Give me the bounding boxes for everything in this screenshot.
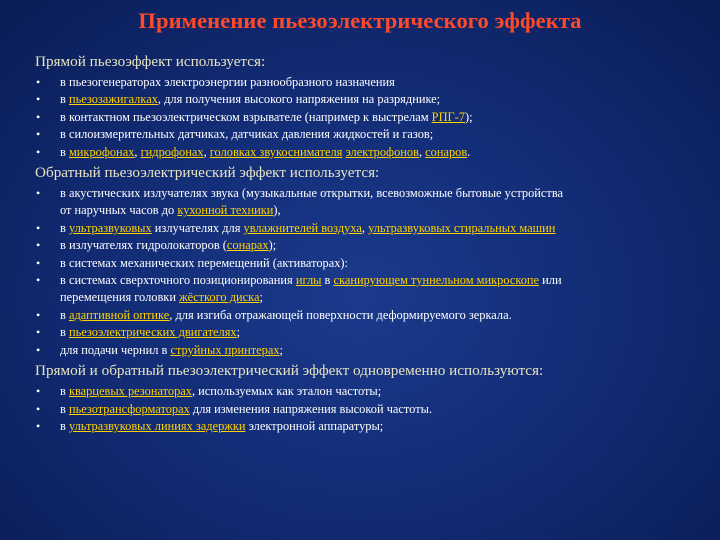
text-segment: в системах механических перемещений (активаторах): — [60, 255, 348, 270]
text-segment: , для изгиба отражающей поверхности деформируемого зеркала. — [169, 307, 512, 322]
list-item — [35, 324, 710, 341]
list-item — [35, 91, 710, 108]
hyperlink[interactable]: иглы — [295, 273, 322, 288]
hyperlink[interactable]: гидрофонах — [140, 144, 204, 159]
list-item-continuation — [35, 202, 710, 219]
text-segment: электронной аппаратуры; — [245, 418, 384, 433]
hyperlink[interactable]: кухонной техники — [177, 203, 274, 218]
text-segment: в — [60, 92, 69, 107]
text-segment: излучателях для — [151, 220, 244, 235]
text-segment: для подачи чернил в — [60, 342, 171, 357]
text-segment: ), — [273, 203, 281, 218]
text-segment: в — [60, 325, 69, 340]
text-segment: в — [60, 307, 69, 322]
hyperlink[interactable]: адаптивной оптике — [68, 307, 170, 322]
text-segment: или — [539, 273, 562, 288]
text-segment: , — [203, 144, 210, 159]
text-segment: в — [60, 220, 69, 235]
list-direct — [35, 74, 710, 161]
list-item — [35, 342, 710, 359]
text-segment: ; — [259, 290, 263, 305]
hyperlink[interactable]: пьезозажигалках — [68, 92, 158, 107]
hyperlink[interactable]: пьезотрансформаторах — [68, 401, 190, 416]
section-heading-direct: Прямой пьезоэффект используется: — [35, 53, 266, 70]
hyperlink[interactable]: электрофонов — [345, 144, 419, 159]
hyperlink[interactable]: сканирующем туннельном микроскопе — [333, 273, 540, 288]
section-heading-inverse: Обратный пьезоэлектрический эффект используется: — [35, 164, 380, 182]
text-segment: в системах сверхточного позиционирования — [60, 273, 296, 288]
hyperlink[interactable]: струйных принтерах — [170, 342, 280, 357]
text-segment: , используемых как эталон частоты; — [191, 384, 382, 399]
slide-title: Применение пьезоэлектрического эффекта — [138, 8, 582, 33]
text-segment: в акустических излучателях звука (музыкальные открытки, всевозможные бытовые устройства — [60, 186, 564, 201]
text-segment: в — [60, 384, 69, 399]
list-item — [35, 220, 710, 237]
hyperlink[interactable]: ультразвуковых стиральных машин — [368, 220, 556, 235]
text-segment: , — [134, 144, 141, 159]
text-segment: , — [418, 144, 426, 159]
hyperlink[interactable]: сонаров — [425, 144, 468, 159]
text-segment: в излучателях гидролокаторов ( — [60, 238, 227, 253]
hyperlink[interactable]: ультразвуковых — [68, 220, 152, 235]
text-segment: в — [60, 418, 69, 433]
section-heading-both: Прямой и обратный пьезоэлектрический эффект одновременно используются: — [35, 362, 544, 380]
text-segment: ); — [465, 109, 473, 124]
text-segment: перемещения головки — [60, 290, 180, 305]
list-item — [35, 237, 710, 254]
list-item — [35, 401, 710, 418]
hyperlink[interactable]: сонарах — [226, 238, 269, 253]
text-segment: , — [361, 220, 369, 235]
hyperlink[interactable]: микрофонах — [68, 144, 135, 159]
list-both — [35, 383, 710, 435]
hyperlink[interactable]: ультразвуковых линиях задержки — [68, 418, 246, 433]
list-inverse — [35, 185, 710, 359]
list-item-continuation — [35, 289, 710, 306]
text-segment: в — [60, 401, 69, 416]
list-item — [35, 418, 710, 435]
hyperlink[interactable]: головках звукоснимателя — [209, 144, 343, 159]
text-segment: в силоизмерительных датчиках, датчиках давления жидкостей и газов; — [60, 127, 434, 142]
hyperlink[interactable]: жёсткого диска — [179, 290, 260, 305]
text-segment: для изменения напряжения высокой частоты. — [189, 401, 433, 416]
text-segment: . — [467, 144, 471, 159]
text-segment: , для получения высокого напряжения на разряднике; — [157, 92, 441, 107]
text-segment: ); — [268, 238, 277, 253]
list-item — [35, 74, 710, 91]
slide-content — [35, 52, 710, 437]
list-item — [35, 272, 710, 289]
list-item — [35, 307, 710, 324]
text-segment: от наручных часов до — [60, 203, 178, 218]
hyperlink[interactable]: пьезоэлектрических двигателях — [68, 325, 237, 340]
list-item — [35, 126, 710, 143]
text-segment: ; — [236, 325, 241, 340]
hyperlink[interactable]: кварцевых резонаторах — [68, 384, 192, 399]
list-item — [35, 109, 710, 126]
text-segment: в пьезогенераторах электроэнергии разнообразного назначения — [60, 75, 395, 89]
list-item — [35, 255, 710, 272]
text-segment: в — [60, 144, 69, 159]
hyperlink[interactable]: увлажнителей воздуха — [243, 220, 362, 235]
hyperlink[interactable]: РПГ-7 — [431, 109, 465, 124]
list-item — [35, 185, 710, 202]
list-item — [35, 144, 710, 161]
text-segment: в — [321, 273, 334, 288]
text-segment: ; — [279, 342, 283, 357]
text-segment: в контактном пьезоэлектрическом взрывателе (например к выстрелам — [60, 109, 432, 124]
list-item — [35, 383, 710, 400]
